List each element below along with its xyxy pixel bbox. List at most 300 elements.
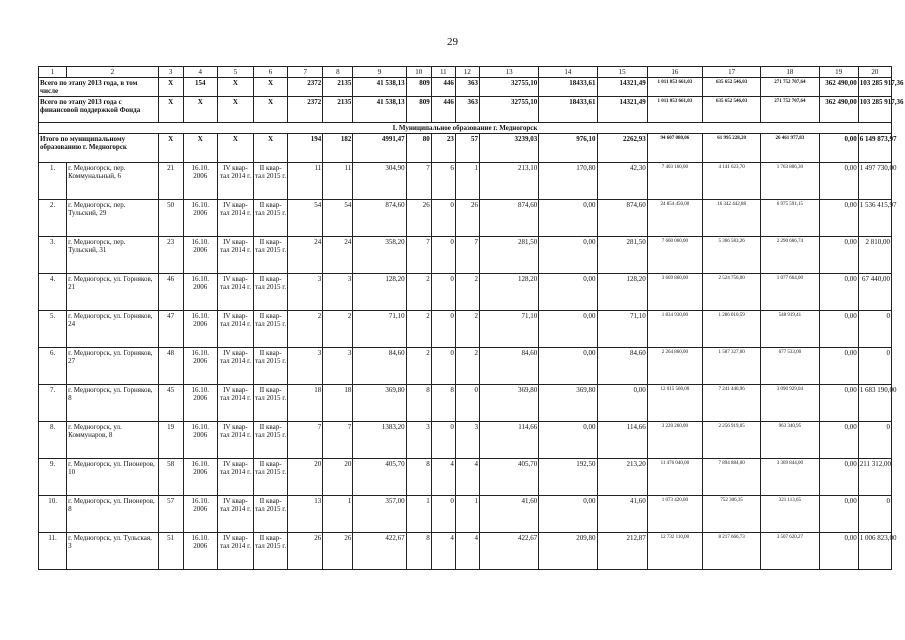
total-cell: 271 752 707,64 xyxy=(761,97,819,123)
total-cell: 14321,49 xyxy=(597,78,647,97)
address: г. Медногорск, ул. Коммунаров, 8 xyxy=(67,422,158,459)
cell-c18: 2 290 666,74 xyxy=(761,237,819,274)
cell-c8: 24 xyxy=(323,237,353,274)
cell-c7: 18 xyxy=(288,385,323,422)
cell-c13: 405,70 xyxy=(479,459,538,496)
cell-c17: 8 217 666,73 xyxy=(703,533,761,570)
table-row xyxy=(39,237,892,274)
cell-c18: 6 975 591,15 xyxy=(761,200,819,237)
cell-c15: 874,60 xyxy=(597,200,647,237)
cell-c12: 4 xyxy=(455,533,479,570)
cell-c13: 71,10 xyxy=(479,311,538,348)
cell-c10: 7 xyxy=(406,163,431,200)
section-title: I. Муниципальное образование г. Медногорск xyxy=(39,123,892,134)
cell-c10: 8 xyxy=(406,459,431,496)
column-number: 11 xyxy=(431,67,455,78)
total-label: Всего по этапу 2013 года, в том числе xyxy=(39,78,159,97)
cell-c16: 3 220 260,00 xyxy=(647,422,702,459)
cell-c20: 1 006 823,00 xyxy=(858,533,891,570)
total-label: Всего по этапу 2013 года с финансовой поддержкой Фонда xyxy=(39,97,159,123)
cell-c18: 1 077 664,00 xyxy=(761,274,819,311)
column-number: 17 xyxy=(703,67,761,78)
cell-c6: II квар- тал 2015 г. xyxy=(253,459,287,496)
column-number: 1 xyxy=(39,67,67,78)
cell-c5: IV квар- тал 2014 г. xyxy=(217,533,253,570)
table-row xyxy=(39,422,892,459)
cell-c17: 4 141 623,70 xyxy=(703,163,761,200)
municipal-total-cell: X xyxy=(158,134,183,163)
municipal-total-cell: X xyxy=(183,134,217,163)
cell-c10: 2 xyxy=(406,311,431,348)
total-cell: X xyxy=(183,97,217,123)
total-cell: 41 538,13 xyxy=(353,78,406,97)
column-number: 20 xyxy=(858,67,891,78)
column-number: 8 xyxy=(323,67,353,78)
total-cell: 2372 xyxy=(288,97,323,123)
cell-c4: 16.10. 2006 xyxy=(183,422,217,459)
total-cell: 18433,61 xyxy=(539,97,597,123)
cell-c15: 281,50 xyxy=(597,237,647,274)
total-row xyxy=(39,78,892,97)
cell-c4: 16.10. 2006 xyxy=(183,163,217,200)
municipal-total-cell: 182 xyxy=(323,134,353,163)
cell-c19: 0,00 xyxy=(819,237,858,274)
cell-c15: 212,87 xyxy=(597,533,647,570)
cell-c19: 0,00 xyxy=(819,496,858,533)
cell-c19: 0,00 xyxy=(819,385,858,422)
total-cell: 271 752 707,64 xyxy=(761,78,819,97)
cell-c6: II квар- тал 2015 г. xyxy=(253,237,287,274)
total-cell: 446 xyxy=(431,97,455,123)
cell-c15: 42,30 xyxy=(597,163,647,200)
cell-c14: 0,00 xyxy=(539,422,597,459)
cell-c19: 0,00 xyxy=(819,533,858,570)
cell-c6: II квар- тал 2015 г. xyxy=(253,533,287,570)
cell-c15: 84,60 xyxy=(597,348,647,385)
cell-c3: 21 xyxy=(158,163,183,200)
municipal-total-cell: 4991,47 xyxy=(353,134,406,163)
cell-c13: 281,50 xyxy=(479,237,538,274)
address: г. Медногорск, ул. Тульская, 3 xyxy=(67,533,158,570)
column-number: 16 xyxy=(647,67,702,78)
cell-c3: 23 xyxy=(158,237,183,274)
cell-c9: 405,70 xyxy=(353,459,406,496)
cell-c4: 16.10. 2006 xyxy=(183,459,217,496)
cell-c6: II квар- тал 2015 г. xyxy=(253,496,287,533)
cell-c16: 24 854 450,00 xyxy=(647,200,702,237)
cell-c18: 321 113,65 xyxy=(761,496,819,533)
register-table xyxy=(38,66,904,570)
cell-c4: 16.10. 2006 xyxy=(183,274,217,311)
table-row xyxy=(39,200,892,237)
cell-c13: 369,80 xyxy=(479,385,538,422)
cell-c17: 7 894 884,00 xyxy=(703,459,761,496)
cell-c6: II квар- тал 2015 г. xyxy=(253,311,287,348)
column-number: 15 xyxy=(597,67,647,78)
table-row xyxy=(39,163,892,200)
column-number: 9 xyxy=(353,67,406,78)
cell-c11: 0 xyxy=(431,496,455,533)
cell-c7: 11 xyxy=(288,163,323,200)
cell-c8: 18 xyxy=(323,385,353,422)
row-number: 3. xyxy=(39,237,67,274)
cell-c19: 0,00 xyxy=(819,274,858,311)
cell-c13: 874,60 xyxy=(479,200,538,237)
total-cell: 32755,10 xyxy=(479,78,538,97)
cell-c4: 16.10. 2006 xyxy=(183,311,217,348)
cell-c15: 128,20 xyxy=(597,274,647,311)
cell-c20: 2 810,00 xyxy=(858,237,891,274)
municipal-total-cell: 976,10 xyxy=(539,134,597,163)
cell-c20: 67 440,00 xyxy=(858,274,891,311)
cell-c7: 20 xyxy=(288,459,323,496)
municipal-total-cell: 0,00 xyxy=(819,134,858,163)
cell-c16: 12 015 560,00 xyxy=(647,385,702,422)
cell-c15: 71,10 xyxy=(597,311,647,348)
address: г. Медногорск, пер. Тульский, 29 xyxy=(67,200,158,237)
cell-c14: 192,50 xyxy=(539,459,597,496)
total-cell: 809 xyxy=(406,78,431,97)
cell-c15: 0,00 xyxy=(597,385,647,422)
cell-c5: IV квар- тал 2014 г. xyxy=(217,385,253,422)
cell-c19: 0,00 xyxy=(819,348,858,385)
cell-c12: 2 xyxy=(455,311,479,348)
row-number: 2. xyxy=(39,200,67,237)
cell-c8: 7 xyxy=(323,422,353,459)
cell-c11: 4 xyxy=(431,533,455,570)
cell-c6: II квар- тал 2015 г. xyxy=(253,163,287,200)
total-cell: 635 652 546,03 xyxy=(703,78,761,97)
cell-c10: 8 xyxy=(406,385,431,422)
column-number-row xyxy=(39,67,892,78)
column-number: 4 xyxy=(183,67,217,78)
cell-c17: 2 256 919,05 xyxy=(703,422,761,459)
cell-c5: IV квар- тал 2014 г. xyxy=(217,459,253,496)
address: г. Медногорск, пер. Коммунальный, 6 xyxy=(67,163,158,200)
column-number: 5 xyxy=(217,67,253,78)
cell-c20: 0 xyxy=(858,422,891,459)
cell-c5: IV квар- тал 2014 г. xyxy=(217,200,253,237)
cell-c19: 0,00 xyxy=(819,422,858,459)
cell-c7: 13 xyxy=(288,496,323,533)
cell-c9: 71,10 xyxy=(353,311,406,348)
cell-c15: 114,66 xyxy=(597,422,647,459)
page-number: 29 xyxy=(447,36,458,48)
cell-c19: 0,00 xyxy=(819,459,858,496)
cell-c3: 51 xyxy=(158,533,183,570)
cell-c11: 4 xyxy=(431,459,455,496)
cell-c11: 0 xyxy=(431,274,455,311)
cell-c9: 304,90 xyxy=(353,163,406,200)
cell-c8: 1 xyxy=(323,496,353,533)
table-row xyxy=(39,496,892,533)
cell-c5: IV квар- тал 2014 г. xyxy=(217,348,253,385)
column-number: 12 xyxy=(455,67,479,78)
cell-c20: 0 xyxy=(858,311,891,348)
cell-c5: IV квар- тал 2014 г. xyxy=(217,163,253,200)
cell-c16: 1 073 420,00 xyxy=(647,496,702,533)
cell-c3: 50 xyxy=(158,200,183,237)
address: г. Медногорск, ул. Горняков, 24 xyxy=(67,311,158,348)
cell-c3: 45 xyxy=(158,385,183,422)
column-number: 6 xyxy=(253,67,287,78)
table-row xyxy=(39,385,892,422)
cell-c7: 3 xyxy=(288,274,323,311)
total-cell: 103 285 917,36 xyxy=(858,97,891,123)
address: г. Медногорск, ул. Горняков, 21 xyxy=(67,274,158,311)
cell-c16: 2 264 860,00 xyxy=(647,348,702,385)
cell-c4: 16.10. 2006 xyxy=(183,237,217,274)
cell-c11: 0 xyxy=(431,200,455,237)
cell-c6: II квар- тал 2015 г. xyxy=(253,274,287,311)
cell-c15: 41,60 xyxy=(597,496,647,533)
cell-c9: 422,67 xyxy=(353,533,406,570)
cell-c18: 548 919,41 xyxy=(761,311,819,348)
cell-c16: 1 834 930,00 xyxy=(647,311,702,348)
total-cell: 446 xyxy=(431,78,455,97)
total-cell: X xyxy=(217,97,253,123)
municipal-total-label: Итого по муниципальному образованию г. Медногорск xyxy=(39,134,159,163)
column-number: 7 xyxy=(288,67,323,78)
cell-c10: 1 xyxy=(406,496,431,533)
municipal-total-cell: 80 xyxy=(406,134,431,163)
total-cell: 154 xyxy=(183,78,217,97)
cell-c5: IV квар- тал 2014 г. xyxy=(217,422,253,459)
cell-c17: 752 306,35 xyxy=(703,496,761,533)
cell-c5: IV квар- тал 2014 г. xyxy=(217,237,253,274)
cell-c17: 16 342 442,88 xyxy=(703,200,761,237)
cell-c4: 16.10. 2006 xyxy=(183,496,217,533)
total-cell: X xyxy=(217,78,253,97)
cell-c12: 2 xyxy=(455,274,479,311)
cell-c7: 24 xyxy=(288,237,323,274)
cell-c18: 677 533,00 xyxy=(761,348,819,385)
cell-c14: 0,00 xyxy=(539,311,597,348)
cell-c3: 48 xyxy=(158,348,183,385)
address: г. Медногорск, пер. Тульский, 31 xyxy=(67,237,158,274)
cell-c14: 0,00 xyxy=(539,348,597,385)
column-number: 19 xyxy=(819,67,858,78)
row-number: 10. xyxy=(39,496,67,533)
total-cell: 18433,61 xyxy=(539,78,597,97)
cell-c7: 2 xyxy=(288,311,323,348)
cell-c17: 1 587 327,00 xyxy=(703,348,761,385)
row-number: 8. xyxy=(39,422,67,459)
cell-c18: 3 090 929,04 xyxy=(761,385,819,422)
cell-c10: 2 xyxy=(406,348,431,385)
cell-c11: 0 xyxy=(431,237,455,274)
cell-c20: 0 xyxy=(858,348,891,385)
address: г. Медногорск, ул. Пионеров, 8 xyxy=(67,496,158,533)
total-cell: 1 011 053 661,03 xyxy=(647,97,702,123)
cell-c12: 1 xyxy=(455,496,479,533)
column-number: 10 xyxy=(406,67,431,78)
total-cell: X xyxy=(158,97,183,123)
cell-c12: 3 xyxy=(455,422,479,459)
cell-c8: 20 xyxy=(323,459,353,496)
cell-c16: 7 403 160,00 xyxy=(647,163,702,200)
cell-c4: 16.10. 2006 xyxy=(183,348,217,385)
table-row xyxy=(39,348,892,385)
cell-c7: 7 xyxy=(288,422,323,459)
total-cell: 2135 xyxy=(323,78,353,97)
table-row xyxy=(39,311,892,348)
cell-c3: 46 xyxy=(158,274,183,311)
cell-c3: 47 xyxy=(158,311,183,348)
cell-c9: 1383,20 xyxy=(353,422,406,459)
row-number: 9. xyxy=(39,459,67,496)
municipal-total-cell: 26 461 977,83 xyxy=(761,134,819,163)
cell-c8: 26 xyxy=(323,533,353,570)
municipal-total-cell: 57 xyxy=(455,134,479,163)
cell-c7: 3 xyxy=(288,348,323,385)
row-number: 5. xyxy=(39,311,67,348)
municipal-total-cell: 23 xyxy=(431,134,455,163)
cell-c16: 7 660 060,00 xyxy=(647,237,702,274)
cell-c4: 16.10. 2006 xyxy=(183,533,217,570)
cell-c9: 874,60 xyxy=(353,200,406,237)
municipal-total-cell: 194 xyxy=(288,134,323,163)
total-cell: 103 285 917,36 xyxy=(858,78,891,97)
cell-c12: 7 xyxy=(455,237,479,274)
cell-c7: 54 xyxy=(288,200,323,237)
cell-c5: IV квар- тал 2014 г. xyxy=(217,274,253,311)
cell-c9: 357,00 xyxy=(353,496,406,533)
cell-c9: 84,60 xyxy=(353,348,406,385)
column-number: 18 xyxy=(761,67,819,78)
cell-c6: II квар- тал 2015 г. xyxy=(253,422,287,459)
cell-c13: 84,60 xyxy=(479,348,538,385)
cell-c19: 0,00 xyxy=(819,200,858,237)
municipal-total-cell: 2262,93 xyxy=(597,134,647,163)
cell-c3: 57 xyxy=(158,496,183,533)
cell-c17: 5 366 583,26 xyxy=(703,237,761,274)
column-number: 3 xyxy=(158,67,183,78)
cell-c11: 0 xyxy=(431,311,455,348)
cell-c8: 2 xyxy=(323,311,353,348)
cell-c14: 170,80 xyxy=(539,163,597,200)
cell-c13: 422,67 xyxy=(479,533,538,570)
address: г. Медногорск, ул. Горняков, 8 xyxy=(67,385,158,422)
address: г. Медногорск, ул. Пионеров, 10 xyxy=(67,459,158,496)
cell-c13: 114,66 xyxy=(479,422,538,459)
cell-c12: 1 xyxy=(455,163,479,200)
cell-c9: 128,20 xyxy=(353,274,406,311)
column-number: 14 xyxy=(539,67,597,78)
cell-c10: 2 xyxy=(406,274,431,311)
cell-c14: 0,00 xyxy=(539,274,597,311)
column-number: 2 xyxy=(67,67,158,78)
cell-c14: 369,80 xyxy=(539,385,597,422)
cell-c10: 3 xyxy=(406,422,431,459)
cell-c4: 16.10. 2006 xyxy=(183,200,217,237)
total-cell: 32755,10 xyxy=(479,97,538,123)
total-cell: 363 xyxy=(455,78,479,97)
cell-c20: 1 536 415,97 xyxy=(858,200,891,237)
municipal-total-cell: X xyxy=(253,134,287,163)
cell-c4: 16.10. 2006 xyxy=(183,385,217,422)
cell-c14: 0,00 xyxy=(539,496,597,533)
cell-c8: 3 xyxy=(323,348,353,385)
cell-c14: 0,00 xyxy=(539,200,597,237)
total-cell: X xyxy=(253,78,287,97)
municipal-total-cell: 94 607 080,06 xyxy=(647,134,702,163)
total-cell: 2372 xyxy=(288,78,323,97)
total-cell: 1 011 053 661,03 xyxy=(647,78,702,97)
cell-c10: 7 xyxy=(406,237,431,274)
municipal-total-cell: 61 995 228,20 xyxy=(703,134,761,163)
municipal-total-cell: X xyxy=(217,134,253,163)
cell-c17: 1 286 010,59 xyxy=(703,311,761,348)
row-number: 4. xyxy=(39,274,67,311)
cell-c17: 2 524 756,00 xyxy=(703,274,761,311)
cell-c5: IV квар- тал 2014 г. xyxy=(217,496,253,533)
cell-c18: 3 507 620,27 xyxy=(761,533,819,570)
total-cell: X xyxy=(253,97,287,123)
cell-c20: 1 683 190,00 xyxy=(858,385,891,422)
cell-c13: 128,20 xyxy=(479,274,538,311)
cell-c12: 2 xyxy=(455,348,479,385)
cell-c17: 7 241 440,96 xyxy=(703,385,761,422)
cell-c6: II квар- тал 2015 г. xyxy=(253,348,287,385)
row-number: 6. xyxy=(39,348,67,385)
cell-c11: 6 xyxy=(431,163,455,200)
cell-c18: 963 340,95 xyxy=(761,422,819,459)
cell-c5: IV квар- тал 2014 г. xyxy=(217,311,253,348)
cell-c18: 1 763 806,30 xyxy=(761,163,819,200)
total-cell: 362 490,00 xyxy=(819,78,858,97)
municipal-total-cell: 3239,03 xyxy=(479,134,538,163)
cell-c9: 358,20 xyxy=(353,237,406,274)
section-row xyxy=(39,123,892,134)
municipal-total-cell: 6 149 873,97 xyxy=(858,134,891,163)
cell-c11: 0 xyxy=(431,348,455,385)
cell-c6: II квар- тал 2015 г. xyxy=(253,200,287,237)
cell-c16: 3 669 860,00 xyxy=(647,274,702,311)
cell-c9: 369,80 xyxy=(353,385,406,422)
total-cell: 362 490,00 xyxy=(819,97,858,123)
cell-c14: 209,80 xyxy=(539,533,597,570)
cell-c8: 54 xyxy=(323,200,353,237)
cell-c6: II квар- тал 2015 г. xyxy=(253,385,287,422)
cell-c10: 8 xyxy=(406,533,431,570)
row-number: 7. xyxy=(39,385,67,422)
cell-c16: 11 476 040,00 xyxy=(647,459,702,496)
cell-c16: 12 732 110,00 xyxy=(647,533,702,570)
total-row xyxy=(39,97,892,123)
cell-c3: 58 xyxy=(158,459,183,496)
cell-c10: 26 xyxy=(406,200,431,237)
table-row xyxy=(39,274,892,311)
table-row xyxy=(39,533,892,570)
total-cell: 363 xyxy=(455,97,479,123)
cell-c13: 213,10 xyxy=(479,163,538,200)
municipal-total-row xyxy=(39,134,892,163)
cell-c3: 19 xyxy=(158,422,183,459)
cell-c12: 0 xyxy=(455,385,479,422)
cell-c7: 26 xyxy=(288,533,323,570)
cell-c18: 3 369 844,00 xyxy=(761,459,819,496)
cell-c20: 0 xyxy=(858,496,891,533)
total-cell: 14321,49 xyxy=(597,97,647,123)
cell-c20: 1 497 730,00 xyxy=(858,163,891,200)
cell-c11: 0 xyxy=(431,422,455,459)
cell-c12: 4 xyxy=(455,459,479,496)
cell-c8: 3 xyxy=(323,274,353,311)
row-number: 1. xyxy=(39,163,67,200)
table-row xyxy=(39,459,892,496)
row-number: 11. xyxy=(39,533,67,570)
